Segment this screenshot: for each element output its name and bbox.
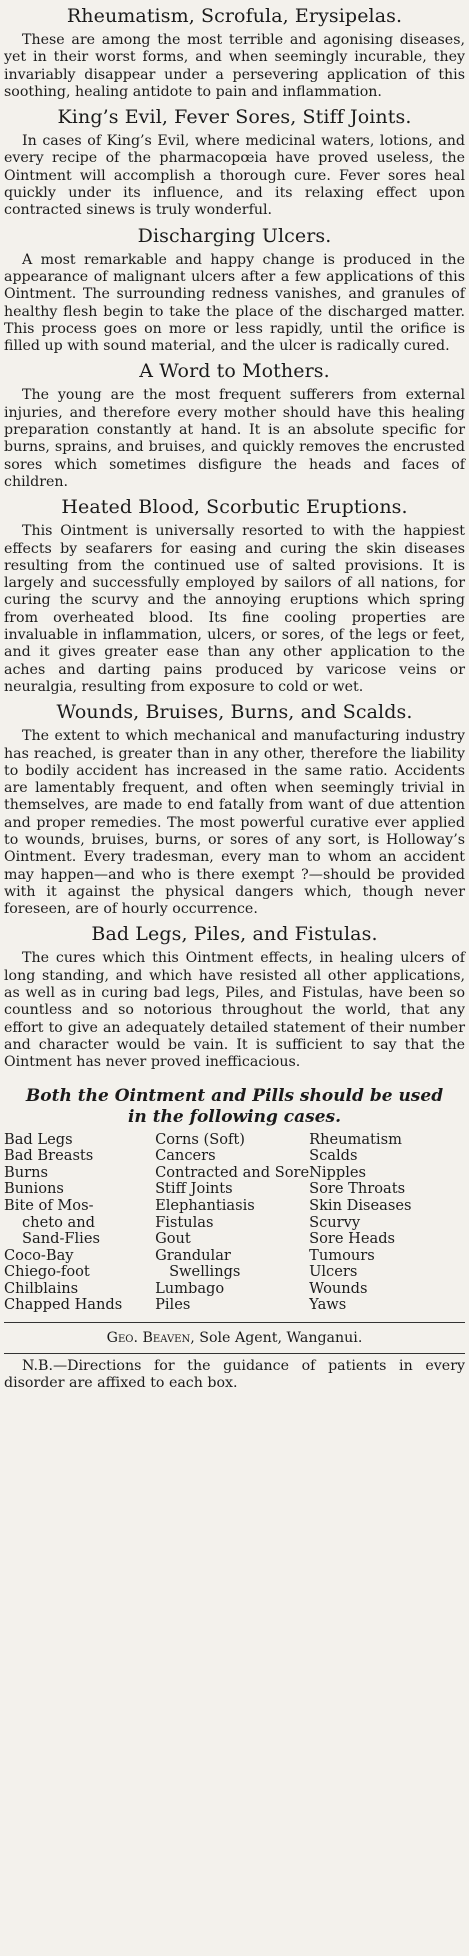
case-cell: Bad Legs: [4, 1130, 73, 1148]
case-cell: Burns: [4, 1163, 48, 1181]
table-row: [4, 1281, 465, 1298]
agent-name: Geo. Beaven: [106, 1330, 191, 1347]
case-cell: Sore Heads: [309, 1230, 396, 1248]
table-row: [4, 1297, 465, 1314]
nb-label: N.B.: [22, 1358, 53, 1375]
table-row: [4, 1198, 465, 1215]
case-cell: Ulcers: [309, 1263, 358, 1281]
table-row: [4, 1148, 465, 1165]
table-row: [4, 1132, 465, 1149]
divider: [4, 1353, 465, 1354]
case-cell: cheto and: [22, 1213, 95, 1231]
case-cell: Elephantiasis: [155, 1196, 255, 1214]
case-cell: Coco-Bay: [4, 1246, 74, 1264]
section-text: A most remarkable and happy change is produced in the appearance of malignant ulcers after a few applications of this Ointment. The surrounding redness vanishes, and granules of healthy flesh begin to take the place of the discharged matter. This process goes on more or less rapidly, until the orifice is filled up with sound material, and the ulcer is radically cured.: [4, 251, 465, 355]
case-cell: Lumbago: [155, 1279, 225, 1297]
case-cell: Rheumatism: [309, 1130, 402, 1148]
cases-heading-line1: Both the Ointment and Pills should be used: [25, 1085, 444, 1106]
case-cell: Gout: [155, 1230, 191, 1248]
agent-line: [4, 1329, 465, 1347]
case-cell: Contracted and Sore: [155, 1163, 310, 1181]
section-heading: Discharging Ulcers.: [137, 224, 332, 247]
case-cell: Chilblains: [4, 1279, 79, 1297]
case-cell: Wounds: [309, 1279, 368, 1297]
cases-heading-line2: in the following cases.: [127, 1106, 342, 1127]
case-cell: Piles: [155, 1296, 191, 1314]
table-row: [4, 1215, 465, 1232]
cases-table: [4, 1132, 465, 1315]
section-heading: Wounds, Bruises, Burns, and Scalds.: [56, 701, 413, 724]
section-text: This Ointment is universally resorted to with the happiest effects by seafarers for easing and curing the skin diseases resulting from the continued use of salted provisions. It is largely and successfully employed by sailors of all nations, for curing the scurvy and the annoying eruptions which spring from overheated blood. Its fine cooling properties are invaluable in inflammation, ulcers, or sores, of the legs or feet, and it gives greater ease than any other application to the aches and darting pains produced by varicose veins or neuralgia, resulting from exposure to cold or wet.: [4, 523, 465, 695]
table-row: [4, 1248, 465, 1265]
section-heading: Heated Blood, Scorbutic Eruptions.: [61, 496, 408, 519]
case-cell: Yaws: [309, 1296, 347, 1314]
section-text: In cases of King’s Evil, where medicinal waters, lotions, and every recipe of the pharmacopœia have proved useless, the Ointment will accomplish a thorough cure. Fever sores heal quickly under its influence, and its relaxing effect upon contracted sinews is truly wonderful.: [4, 133, 465, 219]
case-cell: Fistulas: [155, 1213, 214, 1231]
case-cell: Bad Breasts: [4, 1147, 94, 1165]
section-text: The extent to which mechanical and manufacturing industry has reached, is greater than in any other, therefore the liability to bodily accident has increased in the same ratio. Accidents are lamentably frequent, and often when seemingly trivial in themselves, are made to end fatally from want of due attention and proper remedies. The most powerful curative ever applied to wounds, bruises, burns, or sores of any sort, is Holloway’s Ointment. Every tradesman, every man to whom an accident may happen—and who is there exempt ?—should be provided with it against the physical dangers which, though never foreseen, are of hourly occurrence.: [4, 728, 465, 918]
section-heading: King’s Evil, Fever Sores, Stiff Joints.: [57, 106, 412, 129]
case-cell: Grandular: [155, 1246, 231, 1264]
case-cell: Skin Diseases: [309, 1196, 412, 1214]
case-cell: Bite of Mos-: [4, 1196, 94, 1214]
case-cell: Sore Throats: [309, 1180, 406, 1198]
section-text: The cures which this Ointment effects, in healing ulcers of long standing, and which have resisted all other applications, as well as in curing bad legs, Piles, and Fistulas, have been so countless and so notorious throughout the world, that any effort to give an adequately detailed statement of their number and character would be vain. It is sufficient to say that the Ointment has never proved inefficacious.: [4, 950, 465, 1071]
case-cell: Scalds: [309, 1147, 358, 1165]
section-text: These are among the most terrible and agonising diseases, yet in their worst forms, and when seemingly incurable, they invariably disappear under a persevering application of this soothing, healing antidote to pain and inflammation.: [4, 32, 465, 100]
section-text: The young are the most frequent sufferers from external injuries, and therefore every mother should have this healing preparation constantly at hand. It is an absolute specific for burns, sprains, and bruises, and quickly removes the encrusted sores which sometimes disfigure the heads and faces of children.: [4, 387, 465, 490]
case-cell: Swellings: [169, 1263, 241, 1281]
nb-text: —Directions for the guidance of patients in every disorder are affixed to each box.: [4, 1358, 465, 1392]
case-cell: Bunions: [4, 1180, 64, 1198]
table-row: [4, 1165, 465, 1182]
table-row: [4, 1181, 465, 1198]
section-heading: Bad Legs, Piles, and Fistulas.: [91, 923, 378, 946]
nb-notice: [4, 1358, 465, 1393]
case-cell: Chiego-foot: [4, 1263, 90, 1281]
case-cell: Stiff Joints: [155, 1180, 233, 1198]
case-cell: Nipples: [309, 1163, 367, 1181]
case-cell: Tumours: [309, 1246, 375, 1264]
case-cell: Sand-Flies: [22, 1230, 100, 1248]
case-cell: Cancers: [155, 1147, 216, 1165]
section-heading: Rheumatism, Scrofula, Erysipelas.: [66, 5, 403, 27]
section-heading: A Word to Mothers.: [139, 360, 330, 383]
agent-detail: , Sole Agent, Wanganui.: [190, 1330, 363, 1347]
case-cell: Chapped Hands: [4, 1296, 123, 1314]
divider: [4, 1322, 465, 1323]
cases-heading: [4, 1086, 465, 1128]
table-row: [4, 1264, 465, 1281]
case-cell: Corns (Soft): [155, 1130, 245, 1148]
case-cell: Scurvy: [309, 1213, 361, 1231]
table-row: [4, 1231, 465, 1248]
